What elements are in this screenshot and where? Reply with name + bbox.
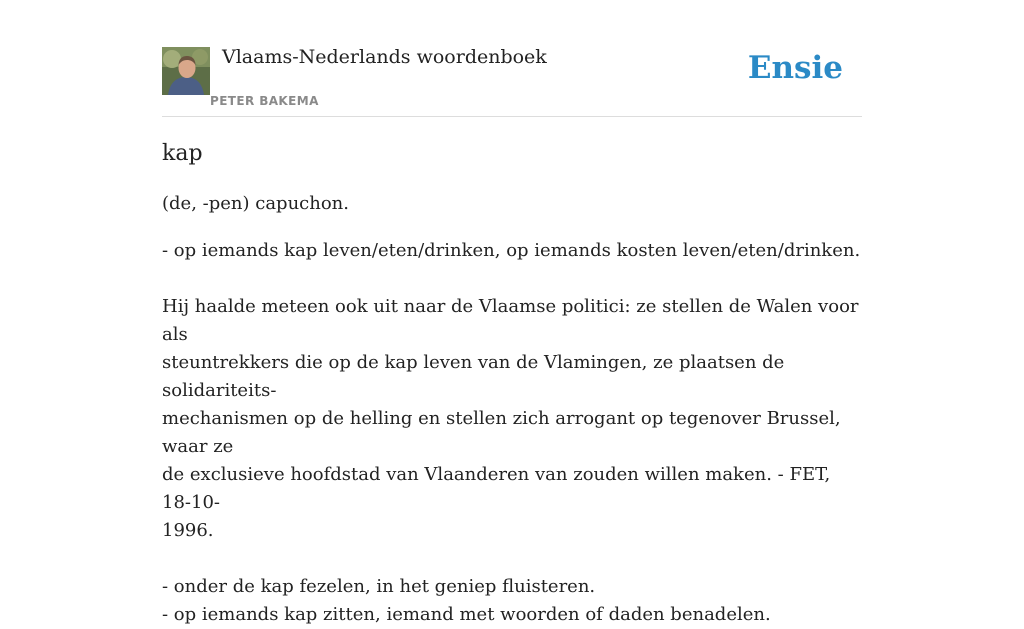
quote-line: mechanismen op de helling en stellen zich arrogant op tegenover Brussel, waar ze — [162, 408, 841, 457]
header — [162, 0, 862, 117]
definition-line: - op iemands kap leven/eten/drinken, op iemands kosten leven/eten/drinken. — [162, 240, 861, 261]
definition-line: - onder de kap fezelen, in het geniep fluisteren. — [162, 576, 596, 597]
avatar-photo — [162, 47, 210, 95]
definition-line: - op iemands kap zitten, iemand met woorden of daden benadelen. — [162, 604, 771, 625]
blank-line — [162, 545, 862, 573]
quote-line: de exclusieve hoofdstad van Vlaanderen van zouden willen maken. - FET, 18-10- — [162, 464, 831, 513]
entry-definition — [162, 237, 862, 629]
quote-line: Hij haalde meteen ook uit naar de Vlaamse politici: ze stellen de Walen voor als — [162, 296, 859, 345]
ensie-logo[interactable]: Ensie — [747, 50, 843, 86]
entry-content — [162, 138, 862, 629]
dictionary-title[interactable]: Vlaams-Nederlands woordenboek — [222, 46, 547, 68]
quote-line: 1996. — [162, 520, 214, 541]
author-avatar[interactable] — [162, 47, 210, 95]
quote-line: steuntrekkers die op de kap leven van de Vlamingen, ze plaatsen de solidariteits- — [162, 352, 785, 401]
entry-grammar: (de, -pen) capuchon. — [162, 193, 349, 214]
author-name[interactable]: PETER BAKEMA — [210, 94, 319, 108]
blank-line — [162, 265, 862, 293]
entry-headword: kap — [162, 141, 203, 166]
